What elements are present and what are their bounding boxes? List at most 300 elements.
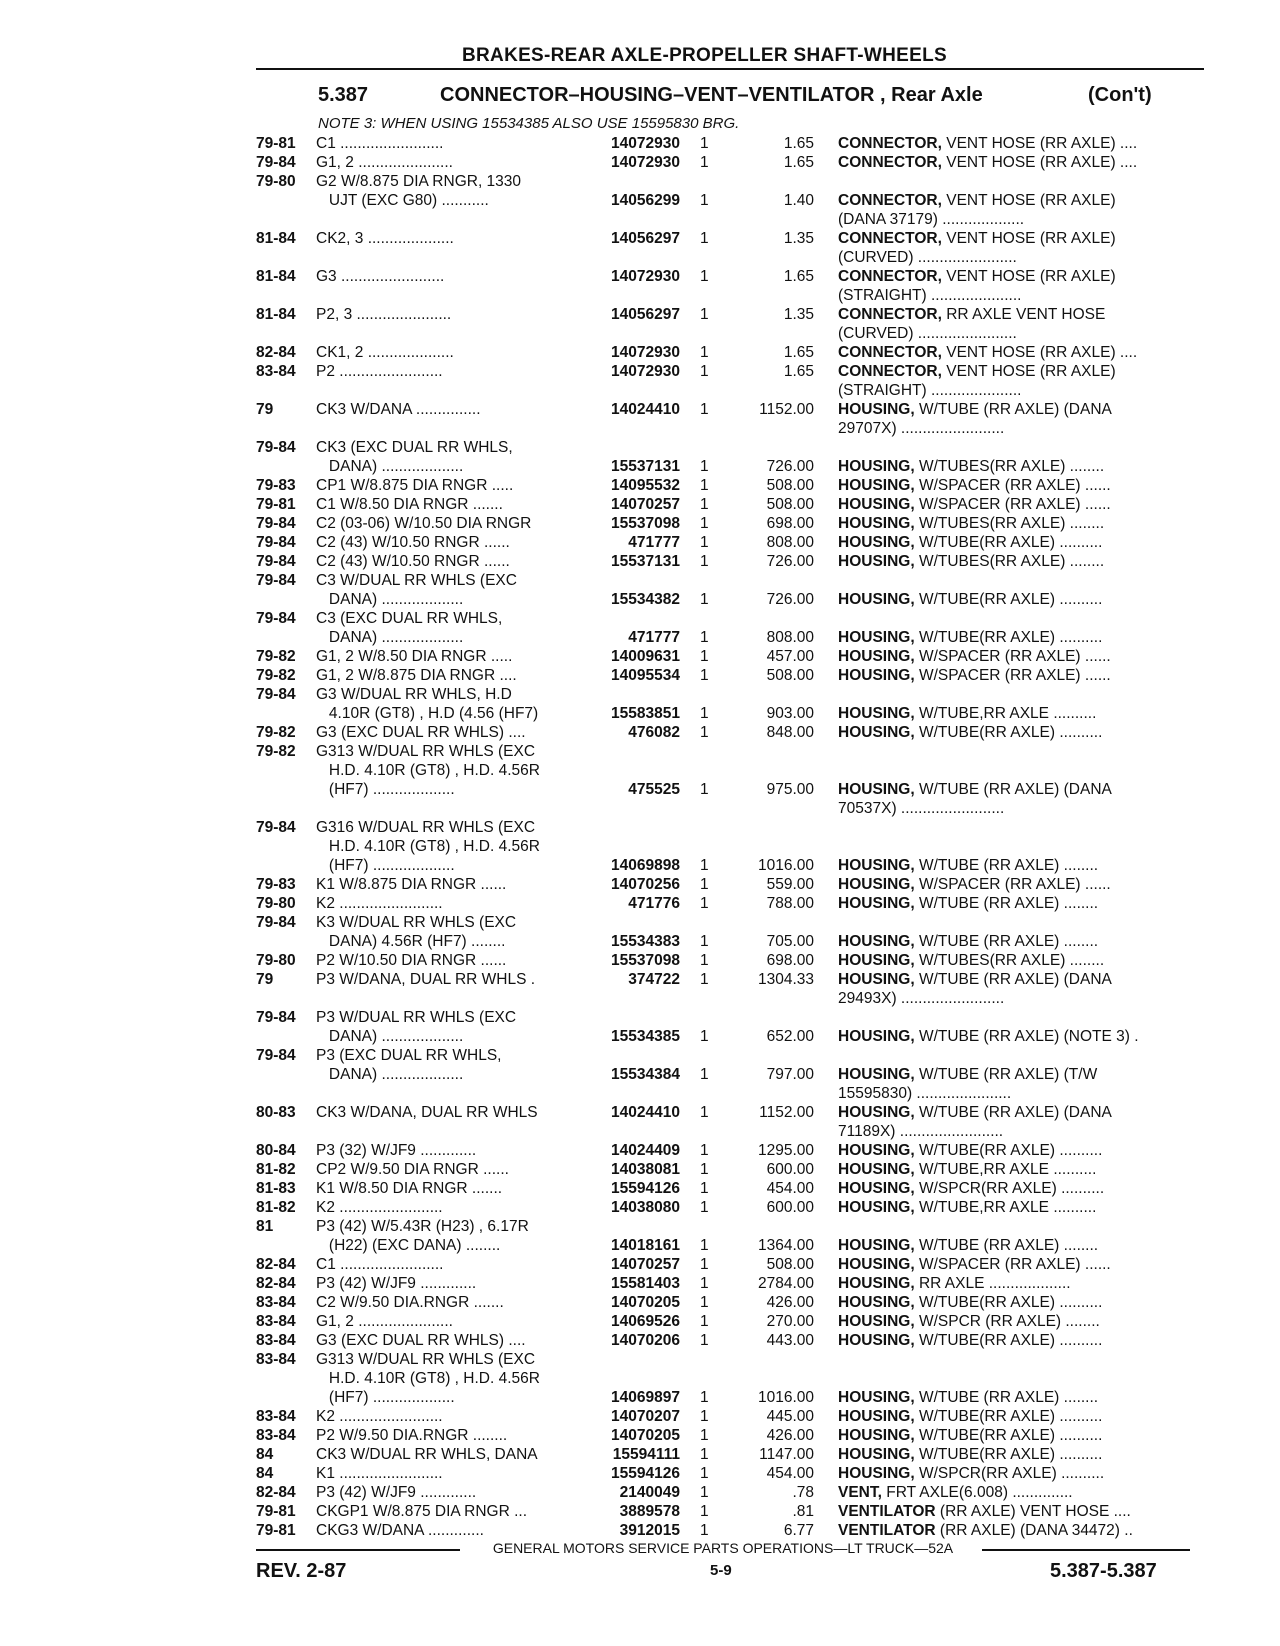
description-noun: HOUSING,	[838, 1389, 915, 1406]
quantity: 1	[700, 192, 709, 209]
quantity: 1	[700, 1161, 709, 1178]
description	[838, 1179, 1204, 1198]
model-years: 79-81	[256, 496, 296, 513]
description-detail: W/TUBE (RR AXLE) (DANA 71189X) ........................	[838, 1104, 1112, 1140]
description	[838, 1255, 1204, 1274]
quantity: 1	[700, 230, 709, 247]
description-noun: HOUSING,	[838, 876, 915, 893]
price: 2784.00	[757, 1275, 814, 1292]
price: .78	[792, 1484, 814, 1501]
part-number: 14024409	[611, 1142, 680, 1159]
description-detail: W/TUBE(RR AXLE) ..........	[914, 534, 1103, 551]
quantity: 1	[700, 1389, 709, 1406]
model-years: 84	[256, 1465, 274, 1482]
model-years: 79-84	[256, 914, 296, 931]
quantity: 1	[700, 1256, 709, 1273]
description-noun: HOUSING,	[838, 1427, 915, 1444]
price: 1147.00	[759, 1446, 814, 1463]
application: K1 ........................	[316, 1465, 443, 1482]
description-detail: W/TUBE (RR AXLE) ........	[914, 895, 1099, 912]
model-years: 79-84	[256, 572, 296, 589]
price: 975.00	[766, 781, 814, 798]
model-years: 80-84	[256, 1142, 296, 1159]
description-detail: W/TUBE(RR AXLE) ..........	[914, 629, 1103, 646]
part-number: 15594111	[612, 1446, 680, 1463]
description-noun: HOUSING,	[838, 705, 915, 722]
description	[838, 1065, 1204, 1103]
part-number: 14070205	[611, 1294, 680, 1311]
part-number: 15537098	[611, 952, 680, 969]
price: 808.00	[766, 534, 814, 551]
description-noun: HOUSING,	[838, 1465, 915, 1482]
application: CP1 W/8.875 DIA RNGR .....	[316, 477, 514, 494]
price: 508.00	[766, 667, 814, 684]
description-detail: VENT HOSE (RR AXLE) (DANA 37179) ...................	[838, 192, 1116, 228]
part-number: 15537131	[611, 458, 680, 475]
price: .81	[792, 1503, 814, 1520]
description	[838, 514, 1204, 533]
price: 1364.00	[757, 1237, 814, 1254]
quantity: 1	[700, 1427, 709, 1444]
quantity: 1	[700, 1028, 709, 1045]
description-noun: HOUSING,	[838, 1313, 915, 1330]
model-years: 79-84	[256, 439, 296, 456]
description-detail: W/TUBE(RR AXLE) ..........	[914, 1408, 1103, 1425]
price: 1016.00	[757, 857, 814, 874]
model-years: 79-84	[256, 534, 296, 551]
description-detail: W/TUBE (RR AXLE) ........	[914, 1237, 1099, 1254]
model-years: 79-82	[256, 667, 296, 684]
description-detail: W/TUBE (RR AXLE) ........	[914, 857, 1099, 874]
part-number: 14038081	[611, 1161, 680, 1178]
description-detail: W/TUBE,RR AXLE ..........	[914, 1199, 1097, 1216]
description	[838, 951, 1204, 970]
price: 445.00	[766, 1408, 814, 1425]
quantity: 1	[700, 1522, 709, 1539]
application: P3 W/DUAL RR WHLS (EXC DANA) ...................	[316, 1009, 517, 1045]
application: K2 ........................	[316, 1199, 443, 1216]
description-noun: HOUSING,	[838, 667, 915, 684]
application: P2 ........................	[316, 363, 443, 380]
quantity: 1	[700, 629, 709, 646]
application: P3 (42) W/JF9 .............	[316, 1484, 477, 1501]
application: G1, 2 W/8.50 DIA RNGR .....	[316, 648, 513, 665]
application: G3 (EXC DUAL RR WHLS) ....	[316, 1332, 526, 1349]
description	[838, 457, 1204, 476]
model-years: 80-83	[256, 1104, 296, 1121]
price: 1.35	[783, 230, 814, 247]
quantity: 1	[700, 895, 709, 912]
footer-rule-right	[982, 1549, 1190, 1551]
application: P2 W/9.50 DIA.RNGR ........	[316, 1427, 508, 1444]
quantity: 1	[700, 876, 709, 893]
model-years: 79-84	[256, 154, 296, 171]
model-years: 83-84	[256, 1332, 296, 1349]
description	[838, 495, 1204, 514]
description-detail: VENT HOSE (RR AXLE) ....	[941, 154, 1138, 171]
price: 1295.00	[757, 1142, 814, 1159]
description-noun: CONNECTOR,	[838, 135, 942, 152]
application: G1, 2 ......................	[316, 154, 453, 171]
application: G1, 2 ......................	[316, 1313, 453, 1330]
model-years: 79-84	[256, 686, 296, 703]
quantity: 1	[700, 1180, 709, 1197]
application: K2 ........................	[316, 1408, 443, 1425]
quantity: 1	[700, 1408, 709, 1425]
description	[838, 1426, 1204, 1445]
description-detail: W/TUBE (RR AXLE) (NOTE 3) .	[914, 1028, 1139, 1045]
model-years: 79-84	[256, 515, 296, 532]
price: 726.00	[766, 458, 814, 475]
description	[838, 1160, 1204, 1179]
description-noun: CONNECTOR,	[838, 230, 942, 247]
part-number: 14069897	[611, 1389, 680, 1406]
quantity: 1	[700, 344, 709, 361]
description-noun: HOUSING,	[838, 648, 915, 665]
page-header-title: BRAKES-REAR AXLE-PROPELLER SHAFT-WHEELS	[462, 45, 947, 66]
application: G3 W/DUAL RR WHLS, H.D 4.10R (GT8) , H.D (4.56 (HF7)	[316, 686, 539, 722]
description-noun: HOUSING,	[838, 534, 915, 551]
application: CKG3 W/DANA .............	[316, 1522, 484, 1539]
model-years: 81-84	[256, 230, 296, 247]
description-detail: W/SPCR(RR AXLE) ..........	[914, 1465, 1105, 1482]
description-detail: (RR AXLE) (DANA 34472) ..	[935, 1522, 1133, 1539]
part-number: 3912015	[619, 1522, 680, 1539]
quantity: 1	[700, 933, 709, 950]
description-detail: VENT HOSE (RR AXLE) (STRAIGHT) .....................	[838, 363, 1116, 399]
description-noun: HOUSING,	[838, 1104, 915, 1121]
application: C2 W/9.50 DIA.RNGR .......	[316, 1294, 504, 1311]
description-noun: HOUSING,	[838, 477, 915, 494]
description-detail: W/SPACER (RR AXLE) ......	[914, 1256, 1111, 1273]
footer-revision: REV. 2-87	[256, 1560, 347, 1582]
part-number: 14070207	[611, 1408, 680, 1425]
price: 426.00	[766, 1294, 814, 1311]
quantity: 1	[700, 306, 709, 323]
application: G316 W/DUAL RR WHLS (EXC H.D. 4.10R (GT8) , H.D. 4.56R (HF7) ...................	[316, 819, 540, 874]
description-noun: HOUSING,	[838, 1142, 915, 1159]
model-years: 81	[256, 1218, 274, 1235]
description-noun: HOUSING,	[838, 1446, 915, 1463]
application: G313 W/DUAL RR WHLS (EXC H.D. 4.10R (GT8) , H.D. 4.56R (HF7) ...................	[316, 743, 540, 798]
application: G313 W/DUAL RR WHLS (EXC H.D. 4.10R (GT8) , H.D. 4.56R (HF7) ...................	[316, 1351, 540, 1406]
description	[838, 1464, 1204, 1483]
description-detail: VENT HOSE (RR AXLE) ....	[941, 135, 1138, 152]
model-years: 79-84	[256, 610, 296, 627]
description-detail: W/TUBE (RR AXLE) (T/W 15595830) ......................	[838, 1066, 1098, 1102]
application: P3 (EXC DUAL RR WHLS, DANA) ...................	[316, 1047, 502, 1083]
description-detail: VENT HOSE (RR AXLE) (CURVED) .......................	[838, 230, 1116, 266]
price: 903.00	[766, 705, 814, 722]
part-number: 14072930	[611, 135, 680, 152]
price: 426.00	[766, 1427, 814, 1444]
description-noun: CONNECTOR,	[838, 306, 942, 323]
description-noun: CONNECTOR,	[838, 268, 942, 285]
part-number: 14069898	[611, 857, 680, 874]
description	[838, 1274, 1204, 1293]
description	[838, 1312, 1204, 1331]
quantity: 1	[700, 971, 709, 988]
model-years: 79	[256, 401, 274, 418]
description-detail: W/TUBE(RR AXLE) ..........	[914, 1332, 1103, 1349]
description	[838, 362, 1204, 400]
part-number: 475525	[628, 781, 680, 798]
description-detail: VENT HOSE (RR AXLE) ....	[941, 344, 1138, 361]
description-noun: CONNECTOR,	[838, 154, 942, 171]
description-noun: HOUSING,	[838, 1256, 915, 1273]
description	[838, 267, 1204, 305]
description	[838, 1502, 1204, 1521]
part-number: 14095534	[611, 667, 680, 684]
description-noun: HOUSING,	[838, 1237, 915, 1254]
part-number: 14018161	[611, 1237, 680, 1254]
quantity: 1	[700, 496, 709, 513]
description-noun: HOUSING,	[838, 1275, 915, 1292]
description	[838, 1198, 1204, 1217]
model-years: 81-82	[256, 1199, 296, 1216]
price: 600.00	[766, 1199, 814, 1216]
quantity: 1	[700, 1332, 709, 1349]
model-years: 82-84	[256, 1484, 296, 1501]
footer-rule-left	[256, 1549, 460, 1551]
price: 1.65	[783, 154, 814, 171]
description-detail: W/TUBES(RR AXLE) ........	[914, 458, 1105, 475]
application: K1 W/8.875 DIA RNGR ......	[316, 876, 507, 893]
description	[838, 153, 1204, 172]
application: C2 (03-06) W/10.50 DIA RNGR	[316, 515, 532, 532]
description-noun: HOUSING,	[838, 1066, 915, 1083]
application: C1 ........................	[316, 1256, 444, 1273]
description	[838, 1236, 1204, 1255]
description	[838, 134, 1204, 153]
application: CK3 W/DUAL RR WHLS, DANA	[316, 1446, 538, 1463]
application: P2 W/10.50 DIA RNGR ......	[316, 952, 507, 969]
model-years: 82-84	[256, 1256, 296, 1273]
model-years: 81-82	[256, 1161, 296, 1178]
quantity: 1	[700, 591, 709, 608]
description-detail: W/TUBE,RR AXLE ..........	[914, 705, 1097, 722]
model-years: 81-84	[256, 268, 296, 285]
description-noun: CONNECTOR,	[838, 192, 942, 209]
description	[838, 970, 1204, 1008]
price: 508.00	[766, 477, 814, 494]
quantity: 1	[700, 477, 709, 494]
model-years: 83-84	[256, 1427, 296, 1444]
application: K3 W/DUAL RR WHLS (EXC DANA) 4.56R (HF7) ........	[316, 914, 517, 950]
part-number: 14070257	[611, 496, 680, 513]
footer-page-number: 5-9	[710, 1562, 732, 1579]
header-rule	[256, 68, 1204, 70]
price: 1.65	[783, 268, 814, 285]
price: 788.00	[766, 895, 814, 912]
price: 443.00	[766, 1332, 814, 1349]
part-number: 15534382	[611, 591, 680, 608]
quantity: 1	[700, 1465, 709, 1482]
model-years: 79-81	[256, 1522, 296, 1539]
model-years: 82-84	[256, 1275, 296, 1292]
part-number: 2140049	[619, 1484, 680, 1501]
description	[838, 476, 1204, 495]
description	[838, 533, 1204, 552]
quantity: 1	[700, 705, 709, 722]
description	[838, 1388, 1204, 1407]
description-noun: HOUSING,	[838, 1199, 915, 1216]
application: G3 (EXC DUAL RR WHLS) ....	[316, 724, 526, 741]
price: 1.65	[783, 135, 814, 152]
quantity: 1	[700, 1294, 709, 1311]
price: 1152.00	[759, 401, 814, 418]
price: 797.00	[766, 1066, 814, 1083]
quantity: 1	[700, 154, 709, 171]
description-detail: W/SPACER (RR AXLE) ......	[914, 667, 1111, 684]
description-detail: RR AXLE VENT HOSE (CURVED) .......................	[838, 306, 1106, 342]
price: 508.00	[766, 1256, 814, 1273]
description-detail: (RR AXLE) VENT HOSE ....	[935, 1503, 1131, 1520]
description-noun: CONNECTOR,	[838, 344, 942, 361]
application: P2, 3 ......................	[316, 306, 452, 323]
application: CK3 (EXC DUAL RR WHLS, DANA) ...................	[316, 439, 513, 475]
description-detail: W/TUBE(RR AXLE) ..........	[914, 1142, 1103, 1159]
application: P3 (42) W/5.43R (H23) , 6.17R (H22) (EXC DANA) ........	[316, 1218, 529, 1254]
model-years: 79-80	[256, 895, 296, 912]
description	[838, 305, 1204, 343]
part-number: 14024410	[611, 1104, 680, 1121]
model-years: 79-83	[256, 477, 296, 494]
description-detail: W/TUBES(RR AXLE) ........	[914, 553, 1105, 570]
description	[838, 894, 1204, 913]
part-number: 14072930	[611, 344, 680, 361]
part-number: 14056299	[611, 192, 680, 209]
part-number: 14056297	[611, 230, 680, 247]
description	[838, 1483, 1204, 1502]
description-detail: W/TUBES(RR AXLE) ........	[914, 515, 1105, 532]
description	[838, 1141, 1204, 1160]
part-number: 15594126	[611, 1465, 680, 1482]
description-noun: HOUSING,	[838, 724, 915, 741]
description-noun: HOUSING,	[838, 401, 915, 418]
description-detail: W/SPACER (RR AXLE) ......	[914, 648, 1111, 665]
part-number: 14072930	[611, 154, 680, 171]
description-detail: W/TUBE (RR AXLE) (DANA 29707X) ........................	[838, 401, 1112, 437]
application: P3 W/DANA, DUAL RR WHLS .	[316, 971, 536, 988]
description	[838, 704, 1204, 723]
description-noun: HOUSING,	[838, 1332, 915, 1349]
price: 6.77	[783, 1522, 814, 1539]
model-years: 79-82	[256, 648, 296, 665]
part-number: 15534385	[611, 1028, 680, 1045]
part-number: 476082	[628, 724, 680, 741]
description-detail: VENT HOSE (RR AXLE) (STRAIGHT) .....................	[838, 268, 1116, 304]
quantity: 1	[700, 857, 709, 874]
section-number: 5.387	[318, 84, 369, 106]
description-noun: VENTILATOR	[838, 1522, 936, 1539]
price: 726.00	[766, 591, 814, 608]
quantity: 1	[700, 401, 709, 418]
description-detail: W/SPCR (RR AXLE) ........	[914, 1313, 1100, 1330]
description	[838, 875, 1204, 894]
application: K2 ........................	[316, 895, 443, 912]
description	[838, 723, 1204, 742]
quantity: 1	[700, 1104, 709, 1121]
price: 698.00	[766, 952, 814, 969]
application: P3 (32) W/JF9 .............	[316, 1142, 477, 1159]
description-noun: VENTILATOR	[838, 1503, 936, 1520]
description-detail: RR AXLE ...................	[914, 1275, 1071, 1292]
description-noun: HOUSING,	[838, 933, 915, 950]
description-noun: HOUSING,	[838, 895, 915, 912]
description-noun: HOUSING,	[838, 629, 915, 646]
quantity: 1	[700, 363, 709, 380]
price: 848.00	[766, 724, 814, 741]
model-years: 79	[256, 971, 274, 988]
description-detail: W/TUBE (RR AXLE) (DANA 70537X) ........................	[838, 781, 1112, 817]
quantity: 1	[700, 1446, 709, 1463]
description-noun: VENT,	[838, 1484, 882, 1501]
model-years: 84	[256, 1446, 274, 1463]
price: 698.00	[766, 515, 814, 532]
application: C3 W/DUAL RR WHLS (EXC DANA) ...................	[316, 572, 517, 608]
quantity: 1	[700, 458, 709, 475]
part-number: 374722	[628, 971, 680, 988]
part-number: 14056297	[611, 306, 680, 323]
quantity: 1	[700, 1066, 709, 1083]
section-note: NOTE 3: WHEN USING 15534385 ALSO USE 15595830 BRG.	[318, 115, 740, 132]
part-number: 14070205	[611, 1427, 680, 1444]
description-noun: HOUSING,	[838, 458, 915, 475]
quantity: 1	[700, 268, 709, 285]
application: CKGP1 W/8.875 DIA RNGR ...	[316, 1503, 528, 1520]
application: G3 ........................	[316, 268, 445, 285]
description	[838, 1445, 1204, 1464]
quantity: 1	[700, 667, 709, 684]
model-years: 79-82	[256, 724, 296, 741]
price: 454.00	[766, 1180, 814, 1197]
quantity: 1	[700, 1142, 709, 1159]
part-number: 15534383	[611, 933, 680, 950]
quantity: 1	[700, 534, 709, 551]
description	[838, 932, 1204, 951]
part-number: 15581403	[611, 1275, 680, 1292]
description	[838, 1027, 1204, 1046]
description	[838, 1331, 1204, 1350]
application: G1, 2 W/8.875 DIA RNGR ....	[316, 667, 517, 684]
description-detail: W/TUBE(RR AXLE) ..........	[914, 1427, 1103, 1444]
description	[838, 780, 1204, 818]
quantity: 1	[700, 135, 709, 152]
part-number: 14070256	[611, 876, 680, 893]
model-years: 79-81	[256, 1503, 296, 1520]
description	[838, 628, 1204, 647]
description-noun: HOUSING,	[838, 496, 915, 513]
application: C3 (EXC DUAL RR WHLS, DANA) ...................	[316, 610, 503, 646]
quantity: 1	[700, 553, 709, 570]
application: C1 W/8.50 DIA RNGR .......	[316, 496, 503, 513]
price: 1.40	[783, 192, 814, 209]
price: 1.65	[783, 344, 814, 361]
section-continued: (Con't)	[1088, 84, 1152, 106]
description-detail: W/TUBE(RR AXLE) ..........	[914, 591, 1103, 608]
price: 600.00	[766, 1161, 814, 1178]
quantity: 1	[700, 1503, 709, 1520]
model-years: 79-82	[256, 743, 296, 760]
price: 808.00	[766, 629, 814, 646]
model-years: 79-81	[256, 135, 296, 152]
description-noun: HOUSING,	[838, 1180, 915, 1197]
description-detail: W/TUBE (RR AXLE) (DANA 29493X) ........................	[838, 971, 1112, 1007]
part-number: 14072930	[611, 363, 680, 380]
quantity: 1	[700, 1237, 709, 1254]
description-detail: FRT AXLE(6.008) ..............	[881, 1484, 1073, 1501]
